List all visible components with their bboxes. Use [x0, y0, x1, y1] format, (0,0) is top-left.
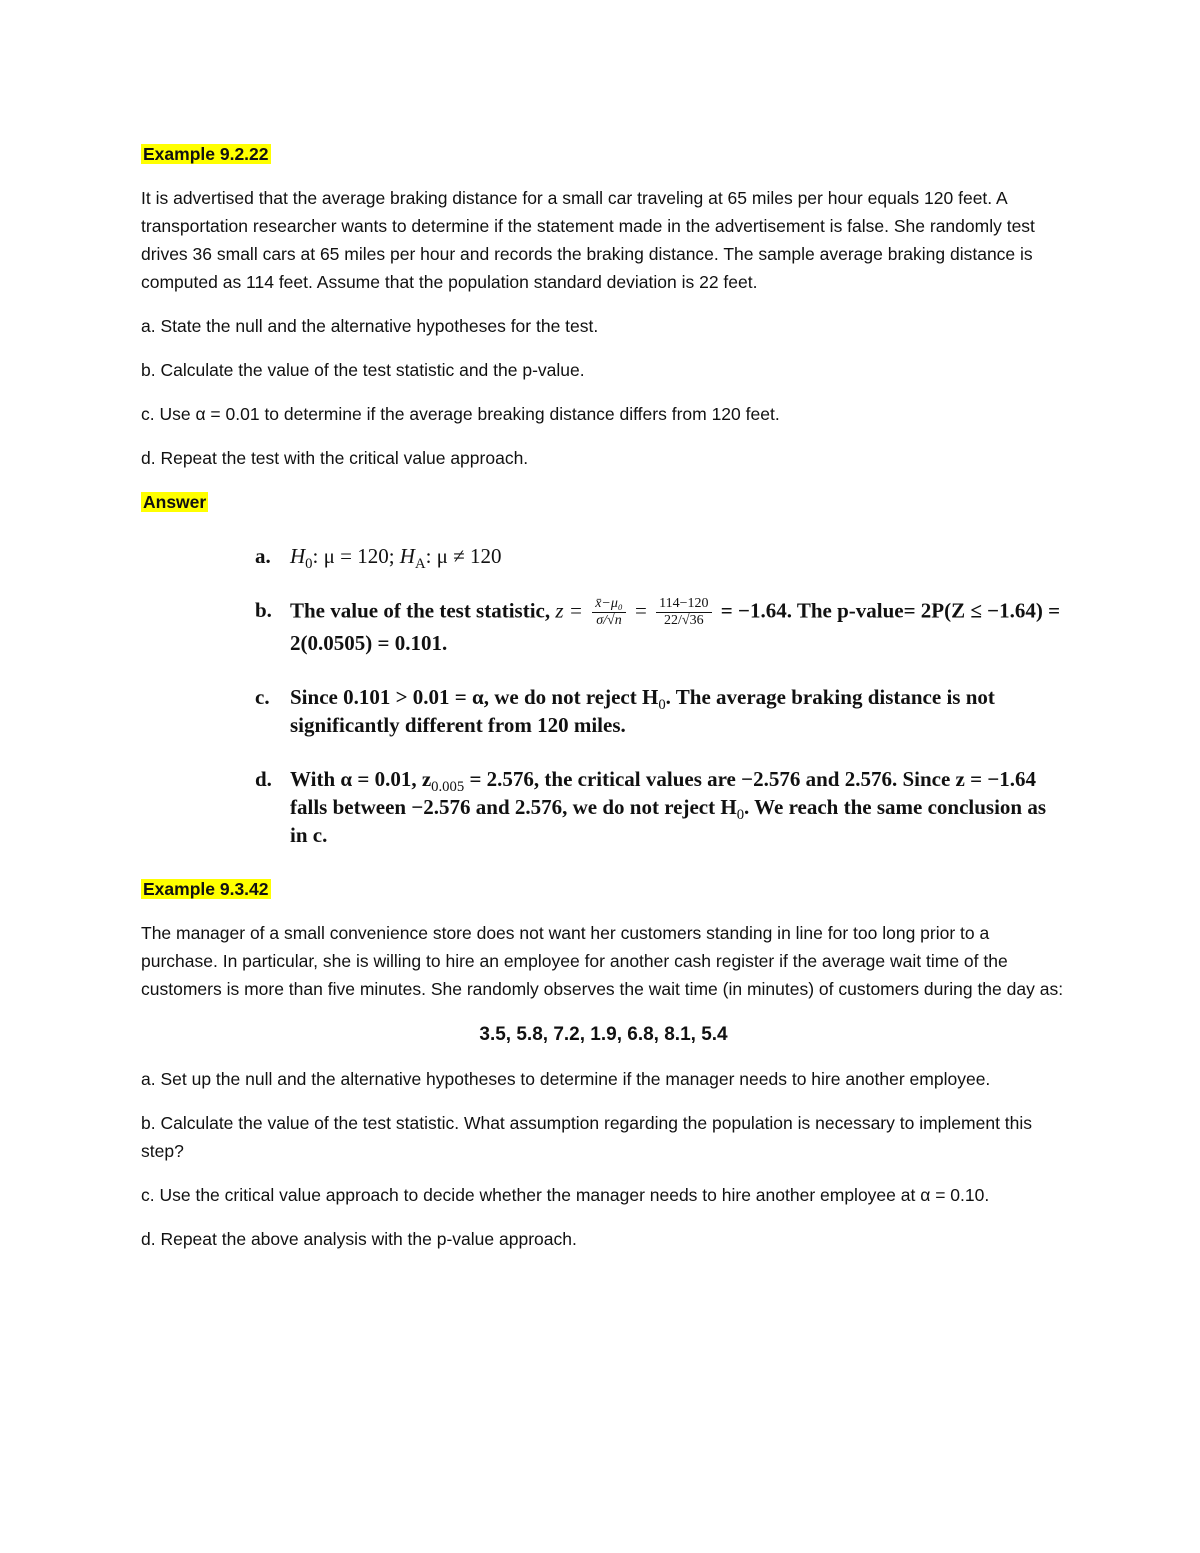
- example-2-data: 3.5, 5.8, 7.2, 1.9, 6.8, 8.1, 5.4: [479, 1024, 728, 1045]
- answer-a-label: a.: [255, 544, 271, 568]
- fraction-formula-numerator: x̄−μ₀: [592, 596, 626, 613]
- fraction-formula: [592, 596, 626, 629]
- example-1-question-d: d. Repeat the test with the critical value approach.: [141, 448, 529, 468]
- answer-heading: [141, 488, 1066, 516]
- example-2-question-d: d. Repeat the above analysis with the p-value approach.: [141, 1229, 577, 1249]
- answer-c-label: c.: [255, 685, 270, 709]
- answer-b-intro: The value of the test statistic,: [290, 598, 556, 623]
- fraction-values: [656, 596, 711, 629]
- example-2-question-a: a. Set up the null and the alternative hypotheses to determine if the manager needs to hire another employee.: [141, 1069, 991, 1089]
- equals-sign: =: [629, 598, 653, 623]
- answer-heading-text: Answer: [143, 492, 207, 512]
- ha-expression: : μ ≠ 120: [425, 544, 502, 568]
- example-1-question-a: a. State the null and the alternative hypotheses for the test.: [141, 316, 599, 336]
- ha-subscript: A: [414, 556, 426, 573]
- answer-d-text-part1: With α = 0.01, z: [290, 767, 432, 791]
- answer-d-subscript-2: 0: [736, 807, 745, 824]
- answer-c: [141, 683, 1066, 739]
- example-1-question-b: b. Calculate the value of the test statistic and the p-value.: [141, 360, 585, 380]
- example-1-question-c: c. Use α = 0.01 to determine if the average breaking distance differs from 120 feet.: [141, 404, 780, 424]
- answer-d-text-part3: . We reach the same conclusion as in c.: [290, 795, 1047, 847]
- example-1-heading-text: Example 9.2.22: [143, 144, 269, 164]
- h0-symbol: H: [290, 544, 306, 568]
- example-2-question-c: c. Use the critical value approach to decide whether the manager needs to hire another employee at α = 0.10.: [141, 1185, 990, 1205]
- example-2-problem: The manager of a small convenience store does not want her customers standing in line for too long prior to a purchase. In particular, she is willing to hire an employee for another cash register if the average wait time of the customers is more than five minutes. She randomly observes the wait time (in minutes) of customers during the day as:: [141, 923, 1064, 999]
- fraction-values-numerator: 114−120: [656, 596, 711, 613]
- answer-d-text-part2: = 2.576, the critical values are −2.576 and 2.576. Since z = −1.64 falls between −2.576 and 2.576, we do not reject H: [290, 767, 1037, 819]
- example-1-problem: It is advertised that the average braking distance for a small car traveling at 65 miles per hour equals 120 feet. A transportation researcher wants to determine if the statement made in the advertisement is false. She randomly test drives 36 small cars at 65 miles per hour and records the braking distance. The sample average braking distance is computed as 114 feet. Assume that the population standard deviation is 22 feet.: [141, 188, 1035, 292]
- answer-d-label: d.: [255, 767, 272, 791]
- ha-symbol: H: [399, 544, 415, 568]
- h0-expression: : μ = 120;: [312, 544, 400, 568]
- answer-b-text: [290, 596, 1066, 657]
- example-2-heading-text: Example 9.3.42: [143, 879, 269, 899]
- answer-b: [141, 596, 1066, 657]
- fraction-formula-denominator: σ/√n: [596, 613, 622, 628]
- fraction-values-denominator: 22/√36: [664, 613, 704, 628]
- example-2-heading: [141, 875, 1066, 903]
- answer-a-text: [290, 542, 1066, 573]
- z-equals: z =: [555, 598, 589, 623]
- example-1-heading: [141, 140, 1066, 168]
- h0-subscript: 0: [305, 556, 313, 573]
- answer-b-result: = −1.64. The p-value= 2P(Z ≤ −1.64) = 2(0.0505) = 0.101.: [290, 598, 1061, 655]
- answer-d-subscript: 0.005: [431, 779, 465, 796]
- answer-c-text-part1: Since 0.101 > 0.01 = α, we do not reject H: [290, 685, 659, 709]
- answer-c-subscript: 0: [658, 697, 666, 714]
- answer-d-text: [290, 765, 1066, 849]
- document-content: [141, 140, 1066, 1253]
- answer-c-text: [290, 683, 1066, 739]
- answer-d: [141, 765, 1066, 849]
- answer-c-text-part2: . The average braking distance is not significantly different from 120 miles.: [290, 685, 995, 737]
- answer-a: [141, 542, 1066, 573]
- answer-b-label: b.: [255, 598, 272, 622]
- answer-list: [141, 542, 1066, 849]
- example-2-question-b: b. Calculate the value of the test statistic. What assumption regarding the population is necessary to implement this step?: [141, 1113, 1033, 1161]
